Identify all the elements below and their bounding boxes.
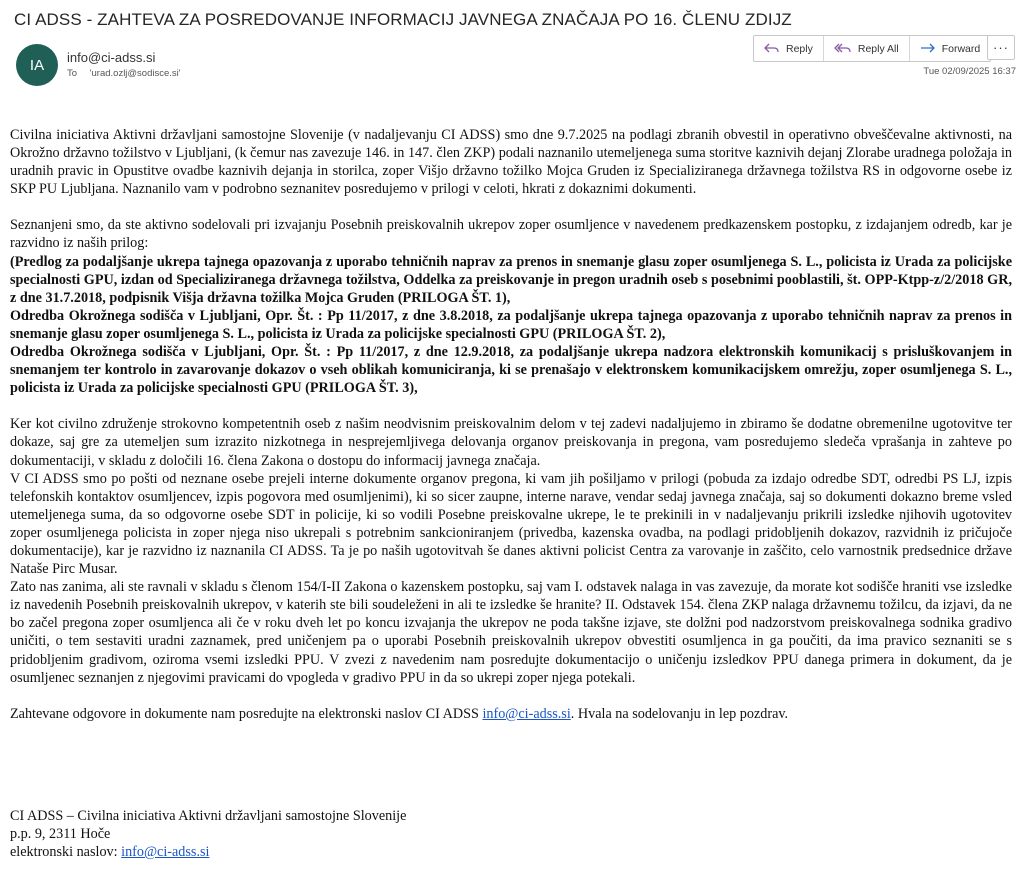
message-body	[10, 126, 1012, 723]
sender-address[interactable]: info@ci-adss.si	[67, 50, 156, 65]
reply-icon	[764, 43, 779, 54]
message-date: Tue 02/09/2025 16:37	[923, 66, 1016, 77]
signature	[10, 807, 406, 861]
paragraph-1: Civilna iniciativa Aktivni državljani samostojne Slovenije (v nadaljevanju CI ADSS) smo dne 9.7.2025 na podlagi zbranih obvestil in operativno obveščevalne aktivnosti, na Okrožno državno tožilstvo v Ljubljani, (k čemur nas zavezuje 146. in 147. člen ZKP) podali naznanilo utemeljenega suma storitve kaznivih dejanj Zlorabe uradnega položaja in uradnih pravic in Opustitve ovadbe kaznivih dejanja in storilca, zoper Višjo državno tožilko Mojca Gruden iz Specializiranega državnega tožilstva RS in odgovorne osebe iz SKP PU Ljubljana. Naznanilo vam v podrobno seznanitev posredujemo v prilogi v celoti, hkrati z dokaznimi dokumenti.	[10, 127, 1012, 198]
reply-all-label: Reply All	[857, 42, 899, 55]
more-options-button[interactable]: ···	[987, 35, 1015, 60]
reply-all-button[interactable]	[824, 36, 910, 61]
reply-label: Reply	[786, 42, 813, 55]
signature-email-link[interactable]: info@ci-adss.si	[121, 844, 210, 861]
to-label: To	[67, 68, 78, 79]
closing-text-end: . Hvala na sodelovanju in lep pozdrav.	[570, 705, 789, 722]
signature-email-row	[10, 843, 406, 861]
paragraph-4: V CI ADSS smo po pošti od neznane osebe prejeli interne dokumente organov pregona, ki vam jih pošiljamo v prilogi (pobuda za izdajo odredbe SDT, odredbi PS LJ, izpis telefonskih kontaktov osumljencev, izpis pogovora med osumljenimi), ki so sicer zaupne, interne narave, vendar sedaj javnega značaja, saj so dokumenti dokazno breme vsled utemeljenega suma, da so odgovorne osebe SDT in policije, ki so vodili Posebne preiskovalne ukrepe, le te prekinili in v nadaljevanju prikrili izsledke njihovih ugotovitev zoper osumljenega policista in zoper njega niso ukrepali s potrebnim sankcioniranjem (privedba, kazenska ovadba, na podlagi pridobljenih dokazov, razvidnih iz pričujoče dokumentacije), kar je razvidno iz naznanila CI ADSS. Ta je po naših ugotovitvah še danes aktivni policist Centra za varovanje in zaščito, celo varnostnik predsednice države Nataše Pirc Musar.	[10, 470, 1012, 578]
message-actions	[753, 35, 991, 62]
paragraph-2: Seznanjeni smo, da ste aktivno sodelovali pri izvajanju Posebnih preiskovalnih ukrepov zoper osumljence v navedenem predkazenskem postopku, z izdajanjem odredb, kar je razvidno iz naših prilog:	[10, 217, 1012, 252]
attachment-item-3: Odredba Okrožnega sodišča v Ljubljani, Opr. Št. : Pp 11/2017, z dne 12.9.2018, za podaljšanje ukrepa nadzora elektronskih komunikacij s prisluškovanjem in snemanjem ter kontrolo in zavarovanje dokazov o vseh oblikah komuniciranja, ki se prenašajo v elektronskem komunikacijskem omrežju, zoper osumljenega S. L., policista iz Urada za policijske specialnosti GPU (PRILOGA ŠT. 3),	[10, 344, 1012, 397]
paragraph-6	[10, 705, 1012, 723]
forward-label: Forward	[941, 42, 981, 55]
closing-text: Zahtevane odgovore in dokumente nam posredujte na elektronski naslov CI ADSS	[10, 705, 483, 722]
recipient-row	[67, 68, 181, 79]
reply-button[interactable]	[754, 36, 824, 61]
paragraph-5: Zato nas zanima, ali ste ravnali v skladu s členom 154/I-II Zakona o kazenskem postopku, saj vam I. odstavek nalaga in vas zavezuje, da morate kot sodišče hraniti vse izsledke iz navedenih Posebnih preiskovalnih ukrepov, v katerih ste bili soudeleženi in ali te izsledke še hranite? II. Odstavek 154. člena ZKP nalaga državnemu tožilcu, da izjavi, da ne bo začel pregona zoper osumljenca ali če v roku dveh let po koncu izvajanja the ukrepov ne poda takšne izjave, ste dolžni pod nadzorstvom preiskovalnega sodnika gradivo uničiti, o tem sestaviti uradni zaznamek, pred uničenjem pa o uporabi Posebnih preiskovalnih ukrepov obvestiti osumljenca in ga poučiti, da ima pravico seznaniti se s pridobljenim gradivom, oziroma vsemi izsledki PPU. V zvezi z navedenim nam posredujte dokumentacijo o uničenju izsledkov PPU danega primera in dokument, da je osumljenec seznanjen z njegovimi pravicami do vpogleda v gradivo PPU in da so ukrepi zoper njega potekali.	[10, 579, 1012, 686]
attachment-item-2: Odredba Okrožnega sodišča v Ljubljani, Opr. Št. : Pp 11/2017, z dne 3.8.2018, za podaljšanje ukrepa tajnega opazovanja z uporabo tehničnih naprav za prenos in snemanje glasu zoper osumljenega S. L., policista iz Urada za policijske specialnosti GPU (PRILOGA ŠT. 2),	[10, 307, 1012, 342]
signature-email-label: elektronski naslov:	[10, 844, 122, 861]
recipient-address[interactable]: 'urad.ozlj@sodisce.si'	[89, 68, 181, 79]
signature-org: CI ADSS – Civilna iniciativa Aktivni državljani samostojne Slovenije	[10, 808, 407, 824]
paragraph-3: Ker kot civilno združenje strokovno kompetentnih oseb z našim neodvisnim preiskovalnim delom v tej zadevi nadaljujemo in zbiramo še dodatne obremenilne ugotovitve ter dokaze, saj gre za utemeljen sum izrazito nizkotnega in nesprejemljivega delovanja organov preiskovanja in pregona, vam posredujemo sledeča vprašanja in zahteve po dokumentaciji, v skladu z določili 16. člena Zakona o dostopu do informacij javnega značaja.	[10, 416, 1012, 469]
attachment-item-1: (Predlog za podaljšanje ukrepa tajnega opazovanja z uporabo tehničnih naprav za prenos in snemanje glasu zoper osumljenega S. L., policista iz Urada za policijske specialnosti GPU, izdan od Specializiranega državnega tožilstva, Oddelka za preiskovanje in pregon uradnih oseb s posebnimi pooblastili, št. OPP-Ktpp-z/2/2018 GR, z dne 31.7.2018, podpisnik Višja državna tožilka Mojca Gruden (PRILOGA ŠT. 1),	[10, 253, 1012, 306]
forward-button[interactable]	[910, 36, 991, 61]
reply-all-icon	[834, 43, 851, 54]
forward-icon	[920, 43, 935, 54]
signature-address: p.p. 9, 2311 Hoče	[10, 826, 111, 843]
sender-avatar: IA	[16, 44, 58, 86]
email-subject: CI ADSS - ZAHTEVA ZA POSREDOVANJE INFORMACIJ JAVNEGA ZNAČAJA PO 16. ČLENU ZDIJZ	[14, 10, 792, 29]
email-link[interactable]: info@ci-adss.si	[482, 705, 571, 722]
